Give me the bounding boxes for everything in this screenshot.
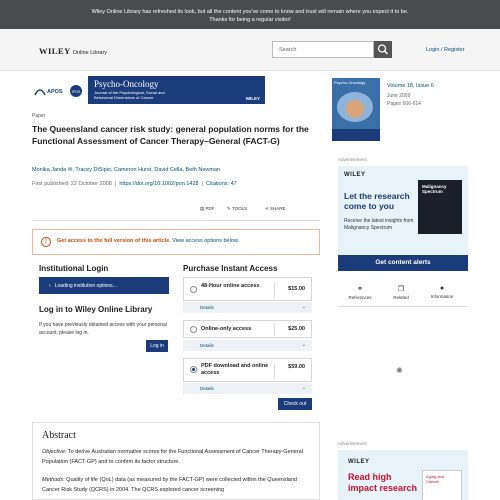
details-toggle[interactable]	[183, 302, 312, 313]
search-icon	[375, 42, 391, 57]
radio-button-selected[interactable]	[190, 366, 197, 373]
first-published-date: 22 October 2008	[70, 181, 112, 187]
objective-text: : To derive Australian normative scores for the Functional Assessment of Cancer Therapy-General Population (FACT-GP) and to confirm its factor structure.	[42, 449, 303, 465]
logo-text: WILEY	[39, 46, 71, 56]
author-link[interactable]: Monika Janda	[32, 167, 67, 173]
tabs-divider	[338, 306, 468, 307]
institution-loading-text: Loading institution options...	[54, 283, 117, 289]
chevron-down-icon: ⌄	[301, 342, 306, 348]
option-label: 48-Hour online access	[201, 283, 260, 289]
institution-select[interactable]	[39, 277, 169, 294]
article-title: The Queensland cancer risk study: general population norms for the Functional Assessment of Cancer Therapy–General (FACT-G)	[32, 124, 309, 146]
cover-band	[332, 129, 380, 141]
share-icon: ⋖	[265, 206, 269, 211]
tools-button[interactable]	[227, 206, 247, 212]
article-tools	[200, 205, 322, 215]
journal-title-block	[88, 76, 265, 104]
content-alerts-button[interactable]: Get content alerts	[338, 255, 468, 271]
site-header	[0, 29, 500, 71]
tab-information[interactable]	[422, 285, 462, 299]
wol-login-text: If you have previously obtained access with your personal account, please log in.	[39, 322, 167, 336]
details-toggle[interactable]	[183, 340, 312, 351]
details-label: Details	[200, 343, 214, 348]
cover-graphic	[346, 100, 364, 118]
abstract-title: Abstract	[42, 430, 76, 441]
details-toggle[interactable]	[183, 383, 312, 394]
radio-button[interactable]	[190, 326, 197, 333]
methods-label: Methods	[42, 477, 64, 483]
option-price: $25.00	[288, 326, 305, 332]
banner-line1: Wiley Online Library has refreshed its look, but all the content you've come to know and trust will remain where you expect it to be.	[91, 9, 409, 15]
access-warning: Get access to the full version of this article.	[57, 238, 171, 244]
tab-label: Information	[430, 294, 454, 299]
ad-subtext: Receive the latest insights from Malignancy Spectrum	[344, 218, 414, 231]
tab-label: Related	[393, 295, 409, 300]
purchase-option-pdf[interactable]	[183, 358, 312, 382]
option-divider	[274, 363, 275, 379]
ad-label: Advertisement	[338, 441, 367, 446]
access-notice	[32, 229, 320, 255]
related-icon: ❐	[397, 286, 405, 293]
wrench-icon: ✎	[227, 206, 231, 211]
issue-date: June 2009	[387, 93, 411, 99]
radio-button[interactable]	[190, 286, 197, 293]
link-icon: ⚭	[357, 286, 363, 293]
option-price: $59.00	[288, 364, 305, 370]
login-register-link[interactable]: Login / Register	[426, 47, 465, 53]
pdf-button[interactable]	[200, 206, 215, 212]
access-options-link[interactable]: View access options below.	[172, 238, 240, 244]
journal-cover[interactable]	[332, 78, 380, 141]
alert-icon: !	[41, 237, 51, 247]
option-price: $15.00	[288, 286, 305, 292]
issue-pages: Pages 606-614	[387, 101, 421, 107]
methods-text: : Quality of life (QoL) data (as measured by the FACT-GP) were collected within the Queensland Cancer Risk Study (QCRS) in 2004. The QCRS explored cancer screening	[42, 477, 297, 493]
ad-headline: Read high impact research	[348, 472, 418, 493]
email-icon[interactable]: ✉	[67, 167, 73, 173]
article-meta: First published: 22 October 2008 | https://doi.org/10.1002/pon.1428 | Citations: 47	[32, 181, 237, 187]
share-button[interactable]	[265, 206, 286, 212]
details-label: Details	[200, 305, 214, 310]
author-link[interactable]: David Cella	[154, 167, 183, 173]
ad-headline: Let the research come to you	[344, 191, 410, 211]
society-logos-graphic	[32, 82, 86, 100]
info-icon: ●	[439, 285, 445, 292]
pdf-icon: ▤	[200, 206, 205, 211]
society-logos	[32, 82, 86, 100]
tools-label: TOOLS	[231, 206, 248, 211]
journal-banner[interactable]	[32, 76, 265, 104]
journal-title: Psycho-Oncology	[94, 79, 159, 89]
journal-subtitle-line2: Behavioral Dimensions of Cancer	[94, 95, 154, 100]
tab-related[interactable]	[381, 285, 421, 300]
author-list: Monika Janda ✉, Tracey DiSipio, Cameron Hurst, David Cella, Beth Newman	[32, 167, 221, 173]
objective-label: Objective	[42, 449, 65, 455]
ad-label: Advertisement	[338, 157, 367, 162]
tab-references[interactable]	[340, 285, 380, 300]
logo-sub: Online Library	[72, 50, 108, 56]
search-input[interactable]: Search	[272, 41, 374, 58]
advertisement[interactable]	[338, 450, 468, 500]
chevron-down-icon: ⌄	[301, 304, 306, 310]
ad-brand: WILEY	[344, 172, 366, 178]
loading-spinner-icon: ✺	[396, 366, 403, 375]
cover-title: Psycho-Oncology	[334, 80, 366, 85]
chevron-down-icon: ⌄	[301, 385, 306, 391]
ad-book-cover: Aging and Cancer	[422, 470, 462, 500]
wol-login-title: Log in to Wiley Online Library	[39, 305, 153, 314]
svg-text:IPOS: IPOS	[72, 90, 81, 94]
divider	[32, 220, 320, 221]
checkout-button[interactable]: Check out	[278, 398, 312, 410]
details-label: Details	[200, 386, 214, 391]
journal-subtitle-line1: Journal of the Psychological, Social and	[94, 90, 165, 95]
journal-subtitle	[94, 90, 165, 100]
login-button[interactable]: Log in	[146, 340, 168, 352]
pdf-label: PDF	[205, 206, 215, 211]
option-label: PDF download and online access	[201, 363, 269, 376]
share-label: SHARE	[270, 206, 286, 211]
journal-publisher: WILEY	[245, 96, 260, 101]
wiley-logo[interactable]	[39, 46, 107, 56]
author-link[interactable]: Beth Newman	[185, 167, 221, 173]
abstract-methods	[42, 476, 312, 495]
advertisement[interactable]	[338, 166, 468, 271]
author-link[interactable]: Tracey DiSipio	[75, 167, 111, 173]
banner-line2: Thanks for being a regular visitor!	[209, 17, 291, 23]
svg-text:APOS: APOS	[47, 89, 63, 95]
first-published-label: First published:	[32, 181, 70, 187]
refresh-banner	[0, 0, 500, 29]
ad-book-cover: Malignancy Spectrum	[418, 180, 462, 234]
option-divider	[274, 324, 275, 336]
doi-link[interactable]: https://doi.org/10.1002/pon.1428	[119, 181, 199, 187]
tab-label: References	[348, 295, 372, 300]
purchase-option-online[interactable]	[183, 320, 312, 338]
option-label: Online-only access	[201, 326, 252, 332]
issue-link[interactable]: Volume 18, Issue 6	[387, 83, 434, 89]
author-link[interactable]: Cameron Hurst	[113, 167, 152, 173]
institutional-login-title: Institutional Login	[39, 264, 109, 273]
purchase-title: Purchase Instant Access	[183, 264, 278, 273]
citations-link[interactable]: Citations: 47	[206, 181, 237, 187]
article-type: Paper	[32, 113, 46, 119]
ad-brand: WILEY	[348, 459, 370, 465]
search-button[interactable]	[374, 41, 392, 58]
abstract-objective	[42, 448, 312, 467]
option-divider	[274, 282, 275, 298]
chevron-left-icon: ‹	[49, 283, 51, 289]
purchase-option-48hr[interactable]	[183, 277, 312, 301]
